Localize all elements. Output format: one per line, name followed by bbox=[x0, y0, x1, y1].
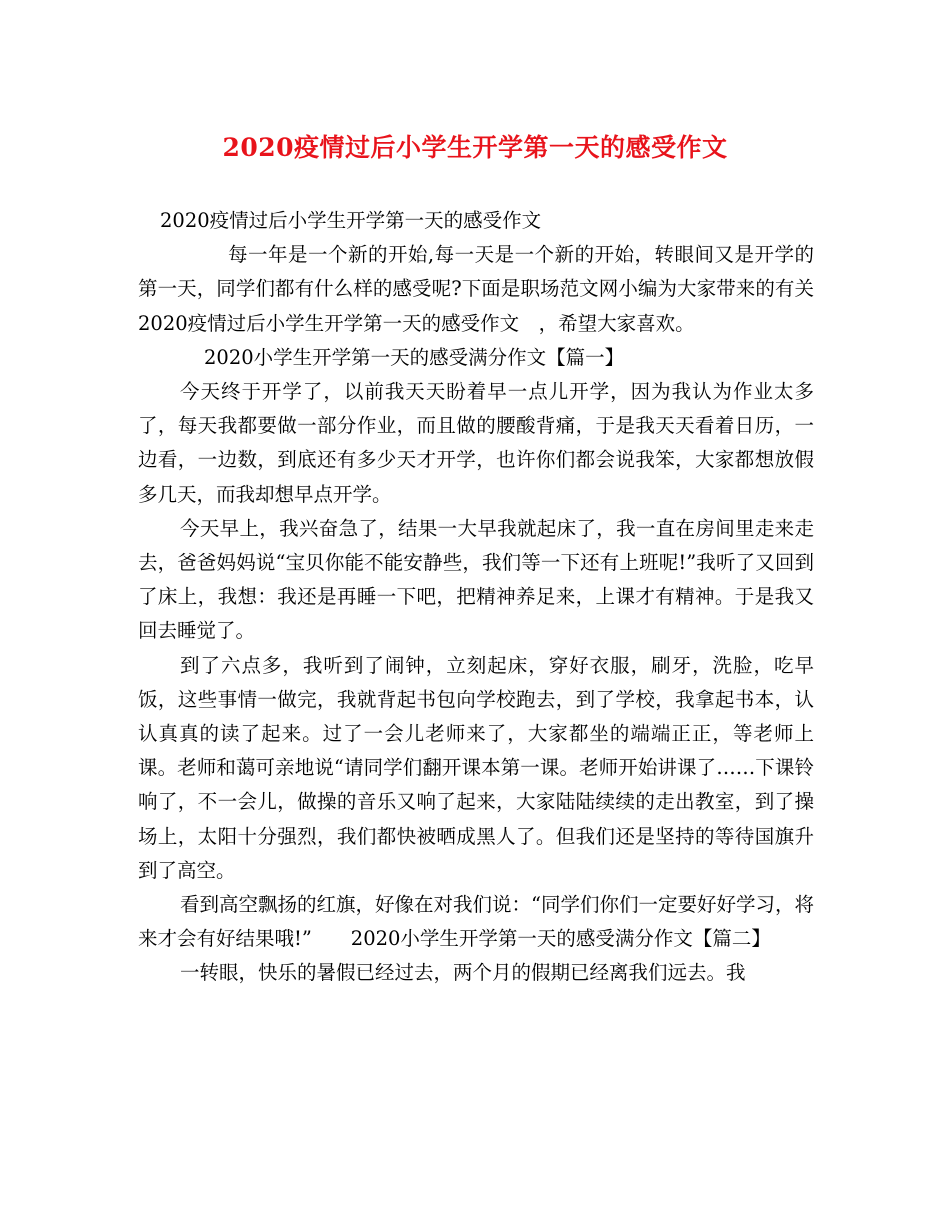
body-paragraph: 今天终于开学了，以前我天天盼着早一点儿开学，因为我认为作业太多了，每天我都要做一部分作业，而且做的腰酸背痛，于是我天天看着日历，一边看，一边数，到底还有多少天才开学，也许你们都会说我笨，大家都想放假多几天，而我却想早点开学。 bbox=[138, 380, 814, 506]
section-heading: 2020小学生开学第一天的感受满分作文【篇一】 bbox=[204, 345, 625, 369]
intro-paragraph: 每一年是一个新的开始,每一天是一个新的开始，转眼间又是开学的第一天，同学们都有什么样的感受呢?下面是职场范文网小编为大家带来的有关 2020疫情过后小学生开学第一天的感受作文 ，希望大家喜欢。 bbox=[138, 243, 834, 335]
document-title: 2020疫情过后小学生开学第一天的感受作文 bbox=[222, 133, 728, 162]
body-paragraph: 到了六点多，我听到了闹钟，立刻起床，穿好衣服，刷牙，洗脸，吃早饭，这些事情一做完，我就背起书包向学校跑去，到了学校，我拿起书本，认认真真的读了起来。过了一会儿老师来了，大家都坐的端端正正，等老师上课。老师和蔼可亲地说“请同学们翻开课本第一课。老师开始讲课了……下课铃响了，不一会儿，做操的音乐又响了起来，大家陆陆续续的走出教室，到了操场上，太阳十分强烈，我们都快被晒成黑人了。但我们还是坚持的等待国旗升到了高空。 bbox=[138, 653, 814, 882]
body-paragraph: 看到高空飘扬的红旗，好像在对我们说：“同学们你们一定要好好学习，将来才会有好结果哦!” 2020小学生开学第一天的感受满分作文【篇二】 bbox=[138, 893, 814, 951]
body-paragraph: 今天早上，我兴奋急了，结果一大早我就起床了，我一直在房间里走来走去，爸爸妈妈说“宝贝你能不能安静些，我们等一下还有上班呢!”我听了又回到了床上，我想：我还是再睡一下吧，把精神养足来，上课才有精神。于是我又回去睡觉了。 bbox=[138, 516, 814, 643]
body-paragraph: 一转眼，快乐的暑假已经过去，两个月的假期已经离我们远去。我 bbox=[180, 961, 746, 985]
document-body bbox=[138, 204, 834, 991]
document-subtitle: 2020疫情过后小学生开学第一天的感受作文 bbox=[160, 209, 542, 232]
